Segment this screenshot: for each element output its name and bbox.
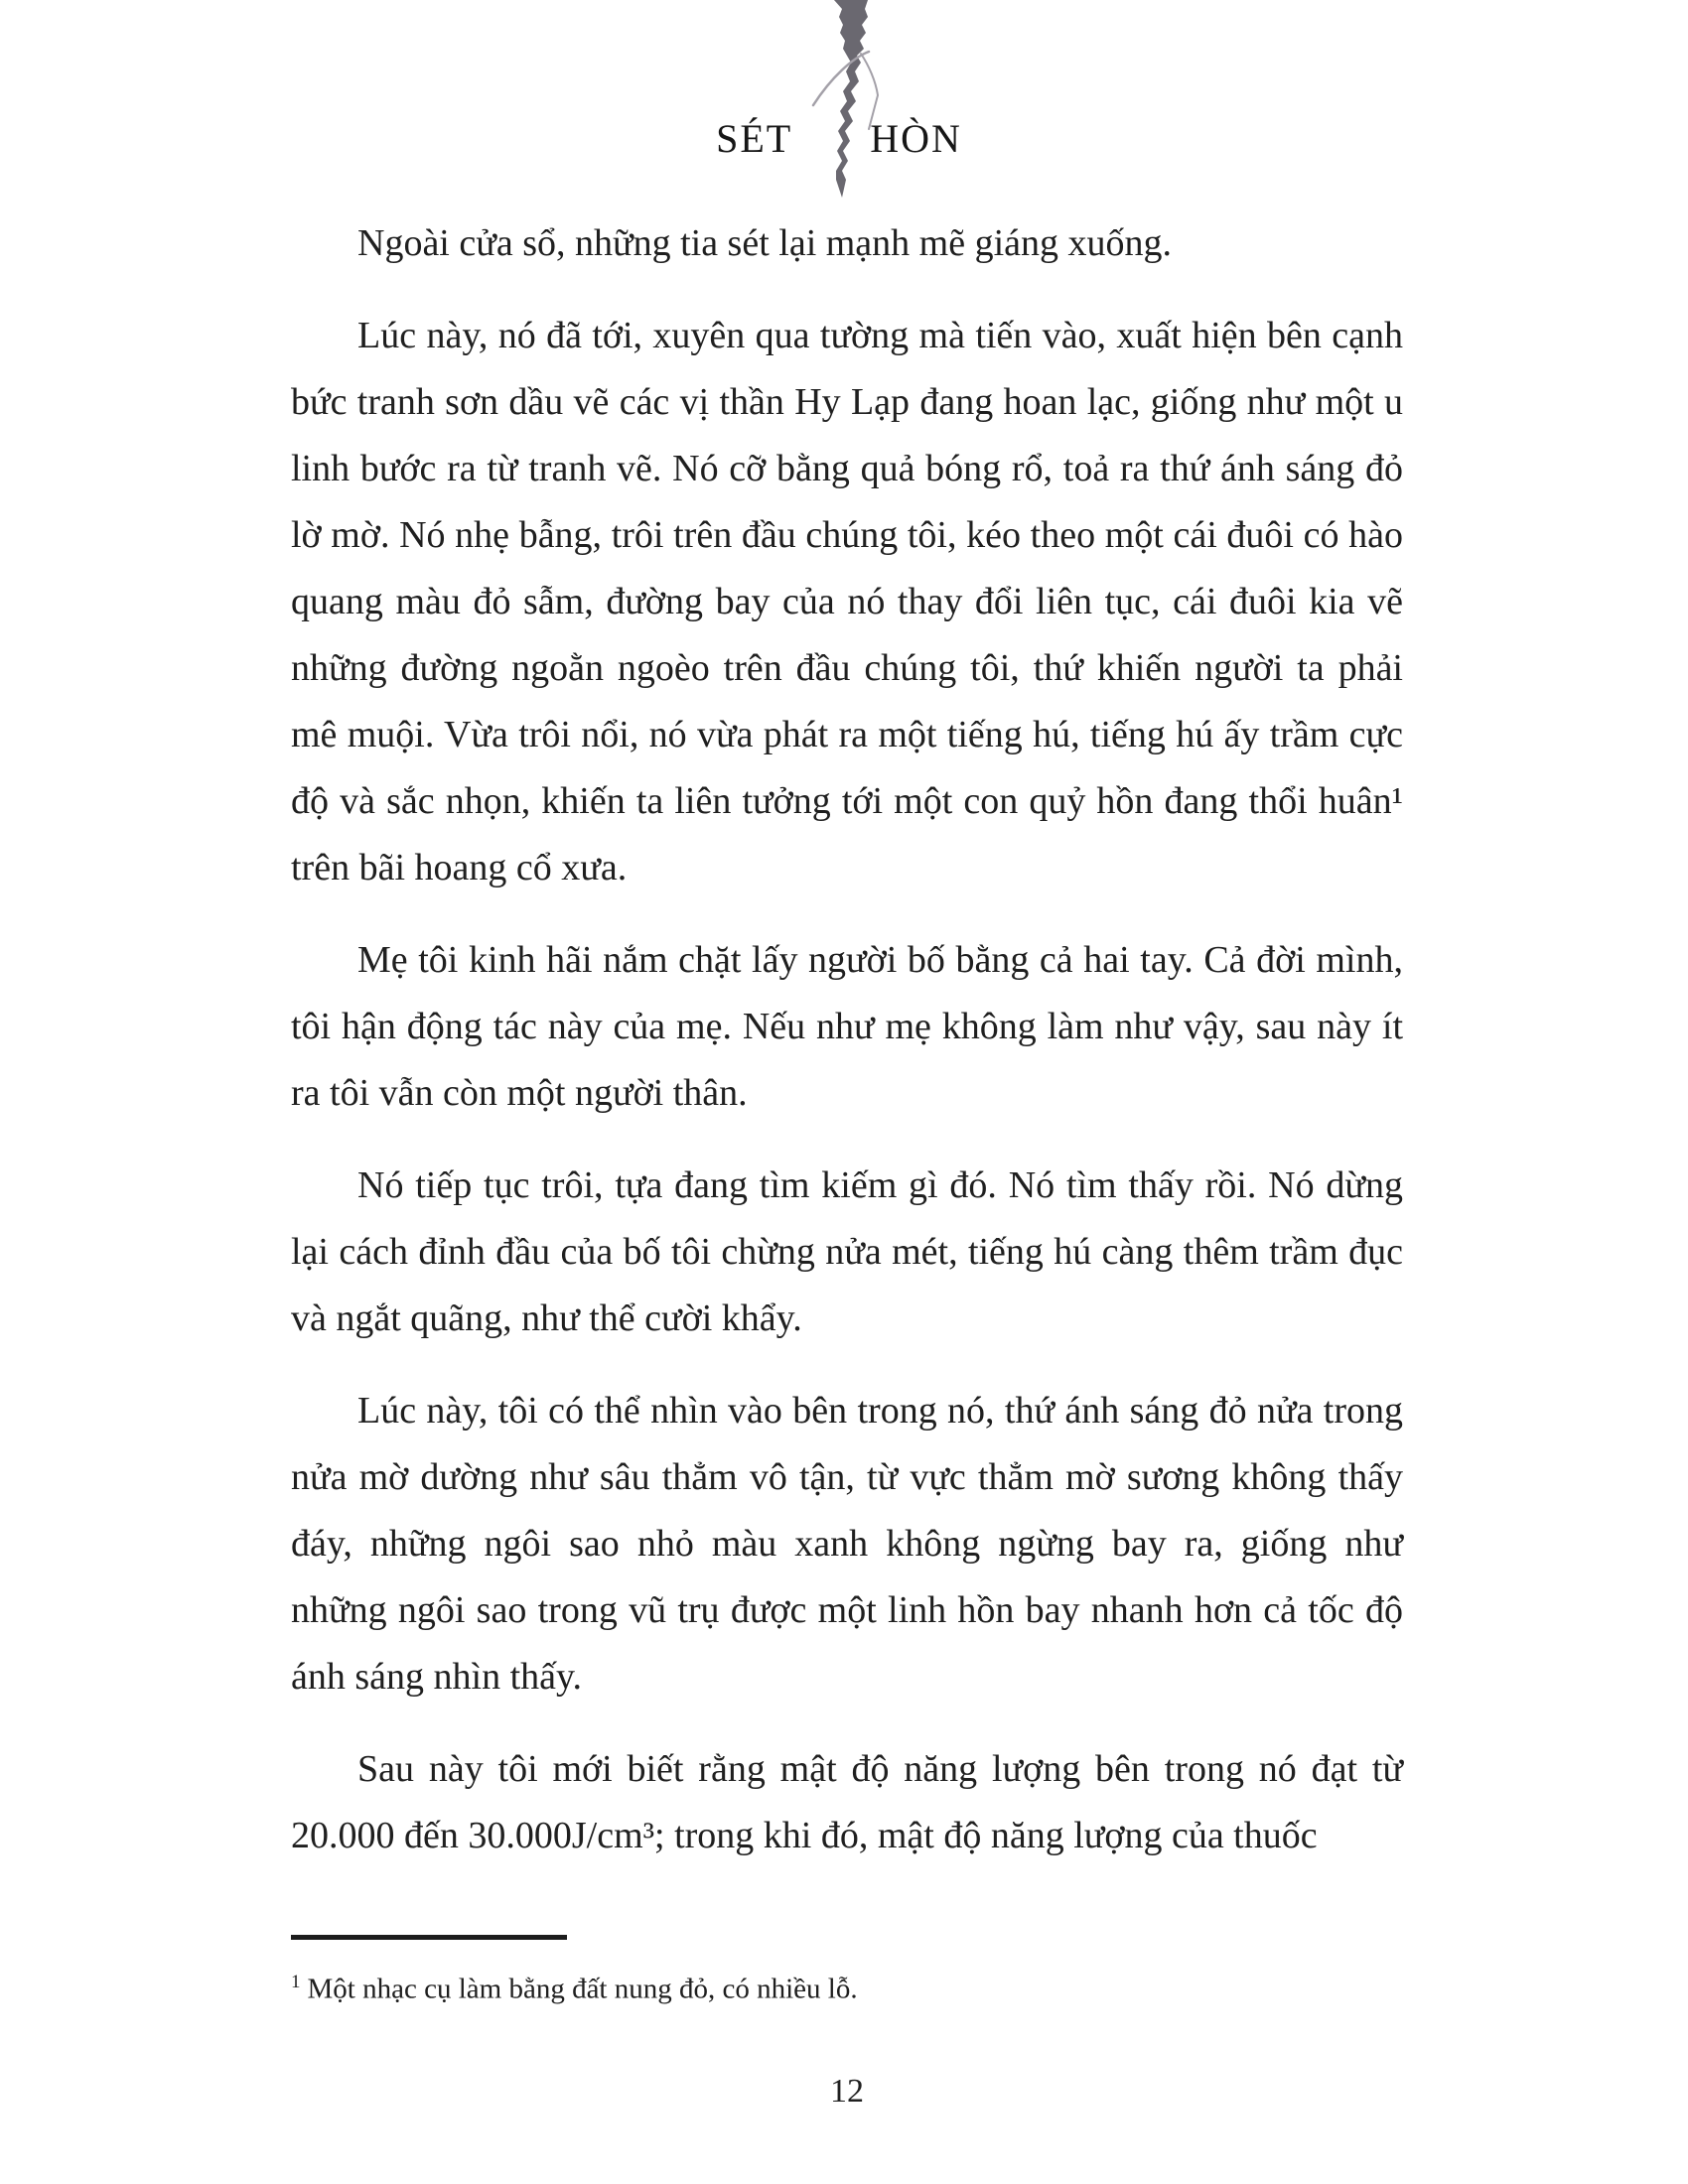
- header-title-right: HÒN: [870, 116, 962, 161]
- footnote-text: Một nhạc cụ làm bằng đất nung đỏ, có nhiều lỗ.: [307, 1973, 858, 2005]
- body-text: [291, 210, 1403, 1869]
- footnote-divider: [291, 1935, 567, 1940]
- page-number: 12: [830, 2073, 864, 2110]
- lightning-bolt-icon: [791, 0, 911, 199]
- paragraph: Ngoài cửa sổ, những tia sét lại mạnh mẽ giáng xuống.: [357, 222, 1173, 264]
- chapter-header: [0, 116, 1683, 161]
- paragraph: Nó tiếp tục trôi, tựa đang tìm kiếm gì đó. Nó tìm thấy rồi. Nó dừng lại cách đỉnh đầu của bố tôi chừng nửa mét, tiếng hú càng thêm trầm đục và ngắt quãng, như thể cười khẩy.: [291, 1164, 1403, 1339]
- footnote: [291, 1962, 1403, 2010]
- paragraph: Mẹ tôi kinh hãi nắm chặt lấy người bố bằng cả hai tay. Cả đời mình, tôi hận động tác này của mẹ. Nếu như mẹ không làm như vậy, sau này ít ra tôi vẫn còn một người thân.: [291, 939, 1403, 1114]
- paragraph: Sau này tôi mới biết rằng mật độ năng lượng bên trong nó đạt từ 20.000 đến 30.000J/cm³; trong khi đó, mật độ năng lượng của thuốc: [291, 1748, 1403, 1856]
- paragraph: Lúc này, tôi có thể nhìn vào bên trong nó, thứ ánh sáng đỏ nửa trong nửa mờ dường như sâu thẳm vô tận, từ vực thẳm mờ sương không thấy đáy, những ngôi sao nhỏ màu xanh không ngừng bay ra, giống như những ngôi sao trong vũ trụ được một linh hồn bay nhanh hơn cả tốc độ ánh sáng nhìn thấy.: [291, 1390, 1403, 1698]
- header-title-left: SÉT: [716, 116, 793, 161]
- footnote-marker: 1: [291, 1972, 301, 1992]
- paragraph: Lúc này, nó đã tới, xuyên qua tường mà tiến vào, xuất hiện bên cạnh bức tranh sơn dầu vẽ các vị thần Hy Lạp đang hoan lạc, giống như một u linh bước ra từ tranh vẽ. Nó cỡ bằng quả bóng rổ, toả ra thứ ánh sáng đỏ lờ mờ. Nó nhẹ bẫng, trôi trên đầu chúng tôi, kéo theo một cái đuôi có hào quang màu đỏ sẫm, đường bay của nó thay đổi liên tục, cái đuôi kia vẽ những đường ngoằn ngoèo trên đầu chúng tôi, thứ khiến người ta phải mê muội. Vừa trôi nổi, nó vừa phát ra một tiếng hú, tiếng hú ấy trầm cực độ và sắc nhọn, khiến ta liên tưởng tới một con quỷ hồn đang thổi huân¹ trên bãi hoang cổ xưa.: [291, 315, 1403, 888]
